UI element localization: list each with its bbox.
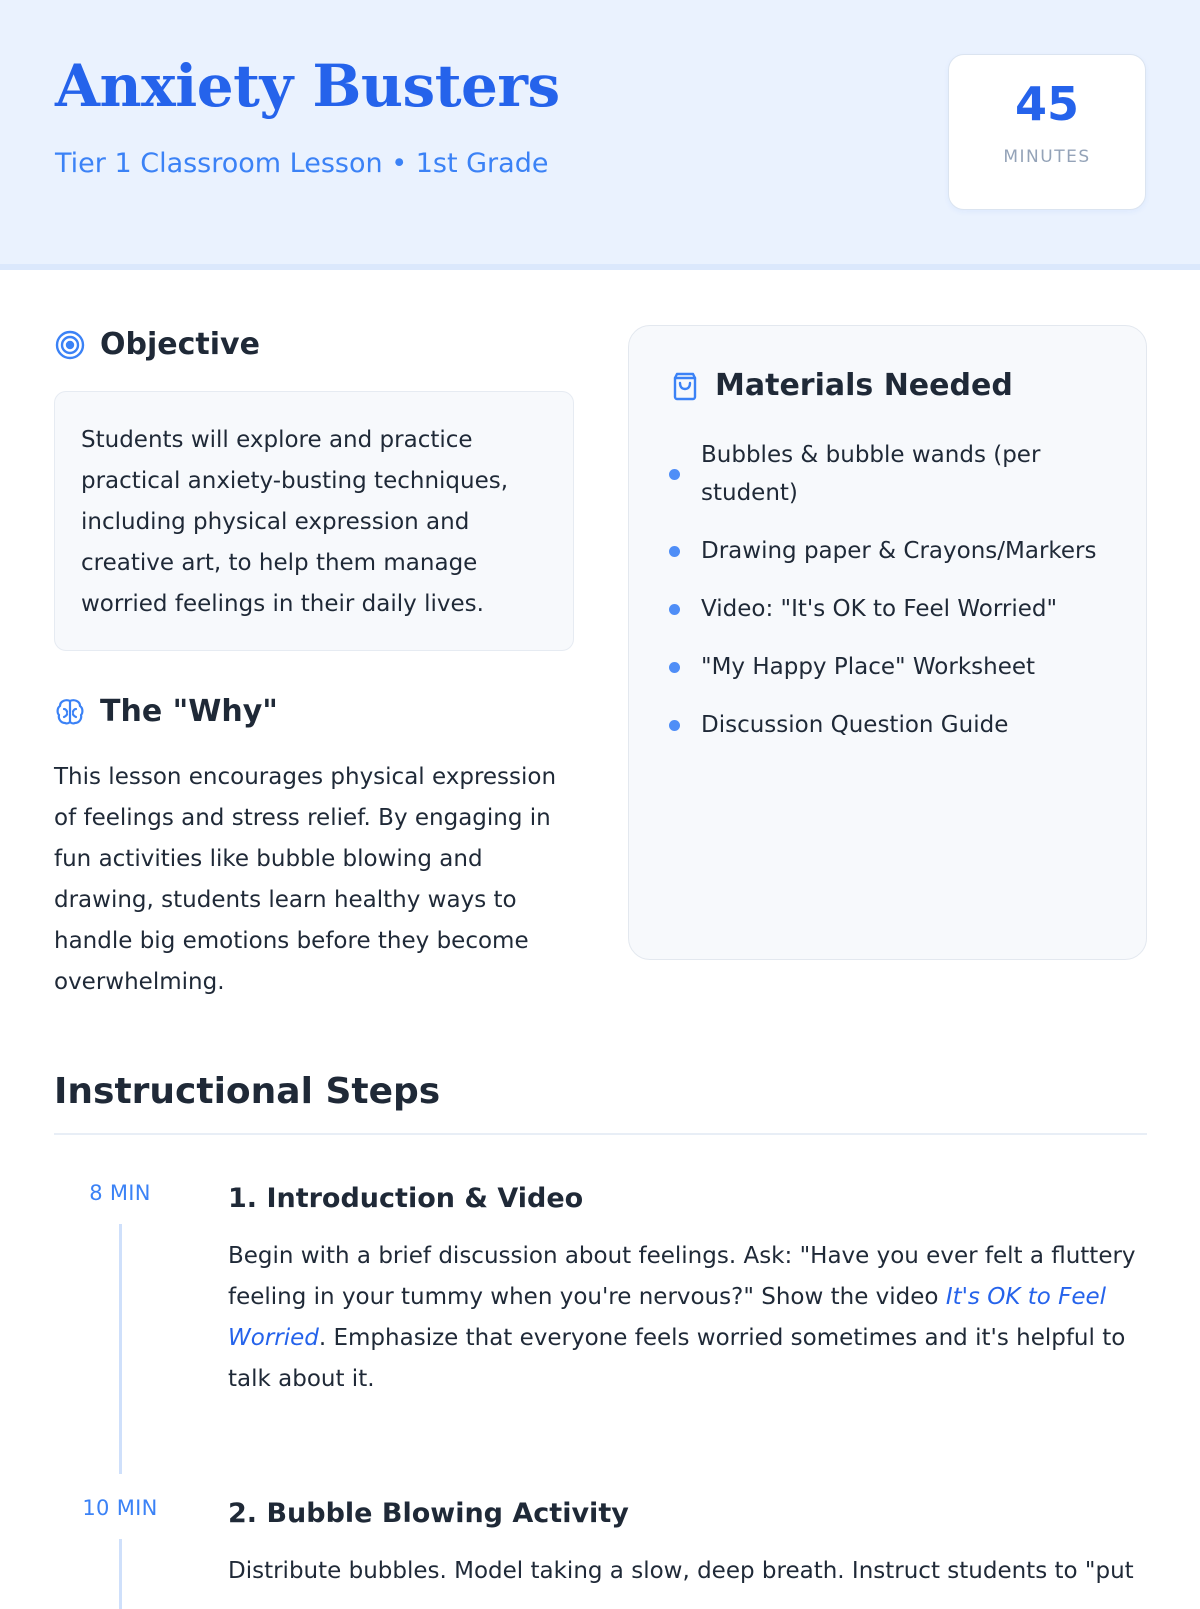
why-text: This lesson encourages physical expression of feelings and stress relief. By engaging in fun activities like bubble blowing and drawing, students learn healthy ways to handle big emotions before they become overwhelming. — [54, 764, 557, 995]
why-heading — [54, 694, 278, 729]
bullet-dot — [669, 604, 680, 615]
list-item — [669, 706, 1109, 744]
lesson-subtitle: Tier 1 Classroom Lesson • 1st Grade — [55, 148, 549, 179]
brain-icon — [54, 696, 86, 728]
materials-list — [669, 436, 1109, 764]
step-body-text: . Emphasize that everyone feels worried sometimes and it's helpful to talk about it. — [228, 1325, 1126, 1392]
step-duration: 8 MIN — [89, 1181, 151, 1205]
steps-divider — [54, 1133, 1147, 1135]
materials-heading-label: Materials Needed — [715, 368, 1013, 403]
page-title: Anxiety Busters — [55, 52, 560, 120]
why-heading-label: The "Why" — [100, 694, 278, 729]
material-label: Discussion Question Guide — [701, 712, 1009, 738]
video-link[interactable]: It's OK to Feel Worried — [228, 1284, 1107, 1351]
duration-card — [948, 54, 1146, 210]
target-icon — [54, 329, 86, 361]
objective-text: Students will explore and practice practical anxiety-busting techniques, including physical expression and creative art, to help them manage worried feelings in their daily lives. — [54, 391, 574, 651]
step-body — [228, 1236, 1150, 1400]
material-label: Drawing paper & Crayons/Markers — [701, 538, 1097, 564]
duration-unit: MINUTES — [1003, 147, 1091, 167]
objective-heading — [54, 327, 260, 362]
shopping-bag-icon — [669, 370, 701, 402]
duration-value: 45 — [1014, 77, 1079, 131]
bullet-dot — [669, 662, 680, 673]
timeline-line — [119, 1224, 122, 1474]
list-item — [669, 436, 1109, 512]
list-item — [669, 648, 1109, 686]
material-label: "My Happy Place" Worksheet — [701, 654, 1036, 680]
material-label: Video: "It's OK to Feel Worried" — [701, 596, 1058, 622]
materials-card — [628, 325, 1147, 960]
materials-heading — [669, 368, 1013, 403]
step-duration: 10 MIN — [82, 1496, 158, 1520]
step-title: 1. Introduction & Video — [228, 1183, 584, 1214]
step-body: Distribute bubbles. Model taking a slow, deep breath. Instruct students to "put — [228, 1558, 1134, 1584]
bullet-dot — [669, 469, 680, 480]
step-title: 2. Bubble Blowing Activity — [228, 1498, 629, 1529]
list-item — [669, 590, 1109, 628]
lesson-header — [0, 0, 1200, 270]
step-body-text: Begin with a brief discussion about feelings. Ask: "Have you ever felt a fluttery feeling in your tummy when you're nervous?" Show the video — [228, 1243, 1136, 1310]
bullet-dot — [669, 720, 680, 731]
timeline-line — [119, 1539, 122, 1609]
list-item — [669, 532, 1109, 570]
objective-heading-label: Objective — [100, 327, 260, 362]
steps-title: Instructional Steps — [54, 1071, 441, 1112]
bullet-dot — [669, 546, 680, 557]
material-label: Bubbles & bubble wands (per student) — [701, 442, 1041, 506]
